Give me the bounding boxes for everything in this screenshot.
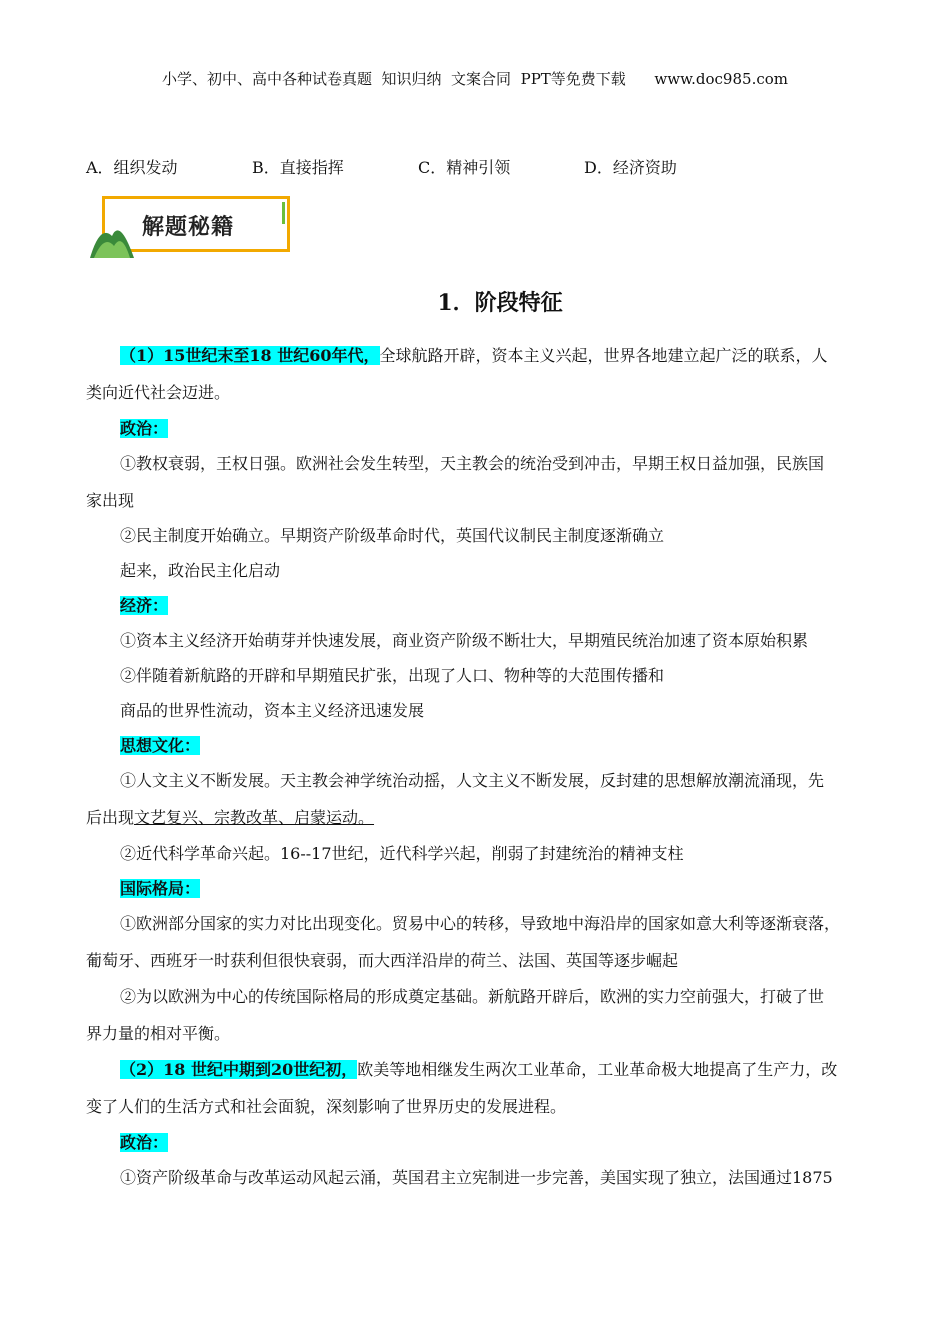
international-item-2-line-2: 界力量的相对平衡。 [86,1024,231,1043]
economy-label-row [120,593,168,616]
banner-accent-mark [282,202,285,224]
culture-movements-underlined: 文艺复兴、宗教改革、启蒙运动。 [134,808,375,827]
politics-2-item-1-line-1: ①资产阶级革命与改革运动风起云涌，英国君主立宪制进一步完善，美国实现了独立，法国通过1875 [120,1168,833,1187]
culture-item-1-line-2 [86,805,374,828]
hills-icon [90,216,138,258]
paragraph-2-line-1 [120,1057,837,1080]
economy-item-2-line-1: ②伴随着新航路的开辟和早期殖民扩张，出现了人口、物种等的大范围传播和 [120,666,665,685]
culture-item-1-line-1: ①人文主义不断发展。天主教会神学统治动摇，人文主义不断发展，反封建的思想解放潮流涌现，先 [120,771,825,790]
paragraph-1-text: 全球航路开辟，资本主义兴起，世界各地建立起广泛的联系，人 [379,346,828,365]
international-label-row [120,876,200,899]
international-label: 国际格局： [120,879,201,898]
economy-label: 经济： [120,596,169,615]
paragraph-2-text: 欧美等地相继发生两次工业革命，工业革命极大地提高了生产力，改 [357,1060,838,1079]
option-a: A．组织发动 [86,158,178,177]
paragraph-1-line-1 [120,343,828,366]
option-d: D．经济资助 [584,158,677,177]
international-item-1-line-1: ①欧洲部分国家的实力对比出现变化。贸易中心的转移，导致地中海沿岸的国家如意大利等逐渐衰落， [120,914,841,933]
banner-title: 解题秘籍 [142,215,235,240]
culture-label-row [120,733,200,756]
politics-1-item-2-line-2: 起来，政治民主化启动 [120,561,281,580]
culture-item-1-prefix: 后出现 [86,808,135,827]
period-1-heading: （1）15世纪末至18 世纪60年代， [120,346,380,365]
politics-1-item-2-line-1: ②民主制度开始确立。早期资产阶级革命时代，英国代议制民主制度逐渐确立 [120,526,665,545]
politics-1-label-row [120,416,168,439]
option-c: C．精神引领 [418,158,511,177]
politics-2-label-row [120,1130,168,1153]
answer-options [86,155,886,179]
option-b: B．直接指挥 [252,158,344,177]
culture-label: 思想文化： [120,736,201,755]
politics-1-item-1-line-1: ①教权衰弱，王权日强。欧洲社会发生转型，天主教会的统治受到冲击，早期王权日益加强，民族国 [120,454,825,473]
section-title: 1．阶段特征 [437,290,563,316]
economy-item-1: ①资本主义经济开始萌芽并快速发展，商业资产阶级不断壮大，早期殖民统治加速了资本原始积累 [120,631,809,650]
paragraph-2-line-2: 变了人们的生活方式和社会面貌，深刻影响了世界历史的发展进程。 [86,1097,567,1116]
international-item-2-line-1: ②为以欧洲为中心的传统国际格局的形成奠定基础。新航路开辟后，欧洲的实力空前强大，打破了世 [120,987,825,1006]
tips-banner [90,196,296,260]
page-header: 小学、初中、高中各种试卷真题 知识归纳 文案合同 PPT等免费下载 www.doc985.com [161,70,788,88]
culture-item-2: ②近代科学革命兴起。16--17世纪，近代科学兴起，削弱了封建统治的精神支柱 [120,844,684,863]
paragraph-1-line-2: 类向近代社会迈进。 [86,383,231,402]
period-2-heading: （2）18 世纪中期到20世纪初， [120,1060,358,1079]
politics-2-label: 政治： [120,1133,169,1152]
economy-item-2-line-2: 商品的世界性流动，资本主义经济迅速发展 [120,701,425,720]
politics-1-label: 政治： [120,419,169,438]
politics-1-item-1-line-2: 家出现 [86,491,135,510]
international-item-1-line-2: 葡萄牙、西班牙一时获利但很快衰弱，而大西洋沿岸的荷兰、法国、英国等逐步崛起 [86,951,679,970]
